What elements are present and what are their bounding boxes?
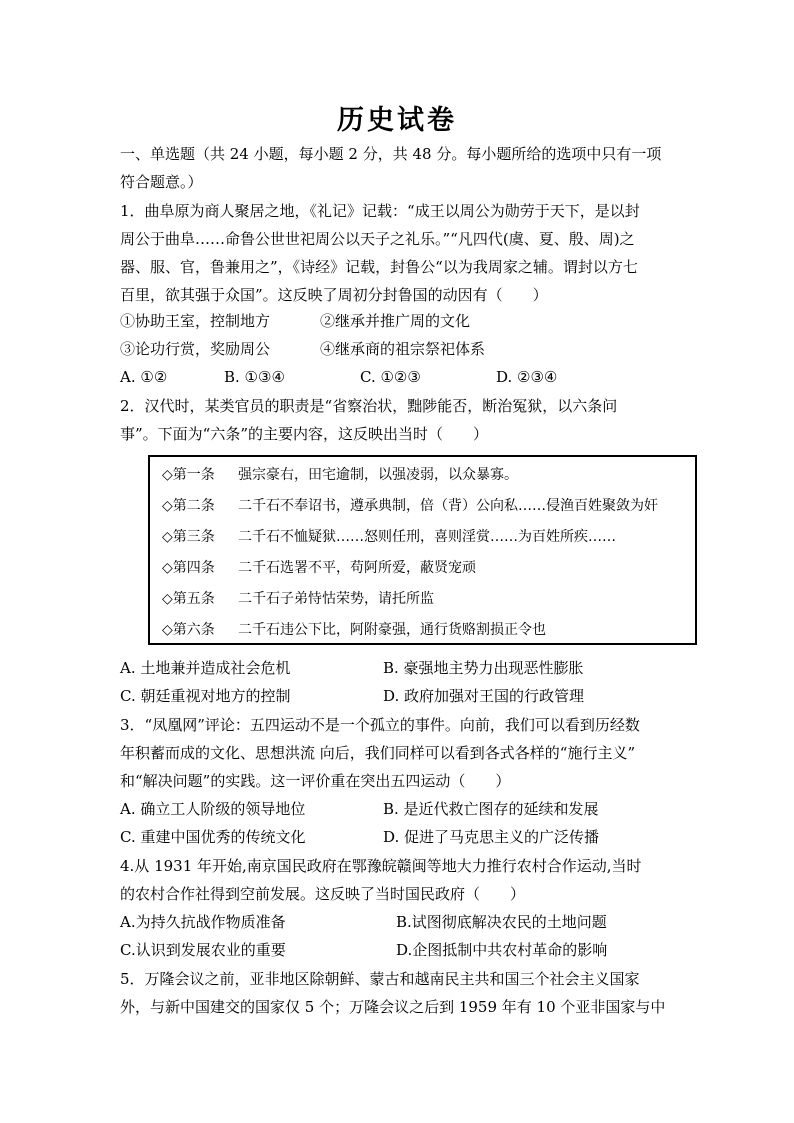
- article-number: ◇第一条: [162, 467, 215, 483]
- article-text: 二千石子弟恃怙荣势，请托所监: [238, 591, 434, 607]
- article-row: [162, 589, 434, 609]
- article-row: [162, 465, 518, 485]
- q5-text-line: 外，与新中国建交的国家仅 5 个；万隆会议之后到 1959 年有 10 个亚非国家与中: [120, 998, 666, 1016]
- article-text: 强宗豪右，田宅逾制，以强凌弱，以众暴寡。: [238, 467, 518, 483]
- q3-text-line: 年积蓄而成的文化、思想洪流 向后，我们同样可以看到各式各样的“施行主义”: [120, 744, 636, 762]
- article-text: 二千石不奉诏书，遵承典制，倍（背）公向私……侵渔百姓聚敛为奸: [238, 498, 658, 514]
- q3-option-a: A. 确立工人阶级的领导地位: [120, 800, 306, 818]
- q1-option-a: A. ①②: [120, 368, 168, 386]
- article-row: [162, 620, 546, 640]
- q4-text-line: 的农村合作社得到空前发展。这反映了当时国民政府（ ）: [120, 885, 526, 903]
- article-text: 二千石违公下比，阿附豪强，通行货赂割损正令也: [238, 622, 546, 638]
- article-number: ◇第三条: [162, 529, 215, 545]
- q1-option-c: C. ①②③: [360, 368, 421, 386]
- q3-option-d: D. 促进了马克思主义的广泛传播: [383, 828, 600, 846]
- q4-option-d: D.企图抵制中共农村革命的影响: [396, 941, 608, 959]
- article-number: ◇第二条: [162, 498, 215, 514]
- article-number: ◇第六条: [162, 622, 215, 638]
- q3-text-line: 和“解决问题”的实践。这一评价重在突出五四运动（ ）: [120, 772, 511, 790]
- section-heading-cont: 符合题意。）: [120, 173, 203, 191]
- q2-option-c: C. 朝廷重视对地方的控制: [120, 687, 291, 705]
- q3-option-c: C. 重建中国优秀的传统文化: [120, 828, 306, 846]
- q1-option-b: B. ①③④: [224, 368, 285, 386]
- q5-text-line: 5．万隆会议之前，亚非地区除朝鲜、蒙古和越南民主共和国三个社会主义国家: [120, 970, 640, 988]
- q2-option-d: D. 政府加强对王国的行政管理: [383, 687, 585, 705]
- q4-option-b: B.试图彻底解决农民的土地问题: [396, 913, 607, 931]
- six-articles-box: [148, 455, 697, 645]
- q1-text-line: 1．曲阜原为商人聚居之地，《礼记》记载：“成王以周公为勋劳于天下，是以封: [120, 202, 640, 220]
- q1-item: ②继承并推广周的文化: [320, 312, 471, 330]
- q2-option-b: B. 豪强地主势力出现恶性膨胀: [383, 659, 584, 677]
- article-number: ◇第五条: [162, 591, 215, 607]
- article-row: [162, 558, 476, 578]
- q1-item: ①协助王室，控制地方: [120, 312, 271, 330]
- section-heading: 一、单选题（共 24 小题，每小题 2 分，共 48 分。每小题所给的选项中只有一项: [120, 145, 662, 163]
- q2-text-line: 2．汉代时，某类官员的职责是“省察治状，黜陟能否，断治冤狱，以六条问: [120, 397, 618, 415]
- q1-text-line: 百里，欲其强于众国”。这反映了周初分封鲁国的动因有（ ）: [120, 286, 548, 304]
- article-text: 二千石不恤疑狱……怒则任刑，喜则淫赏……为百姓所疾……: [238, 529, 616, 545]
- q1-text-line: 器、服、官，鲁兼用之”，《诗经》记载，封鲁公“以为我周家之辅。谓封以方七: [120, 258, 638, 276]
- q1-item: ③论功行赏，奖励周公: [120, 340, 271, 358]
- page-title: 历史试卷: [337, 105, 457, 136]
- q3-text-line: 3．“凤凰网”评论：五四运动不是一个孤立的事件。向前，我们可以看到历经数: [120, 716, 640, 734]
- q2-option-a: A. 土地兼并造成社会危机: [120, 659, 291, 677]
- q1-text-line: 周公于曲阜……命鲁公世世祀周公以天子之礼乐。”“凡四代(虞、夏、殷、周)之: [120, 230, 635, 248]
- q4-option-a: A.为持久抗战作物质准备: [120, 913, 286, 931]
- q2-text-line: 事”。下面为“六条”的主要内容，这反映出当时（ ）: [120, 425, 489, 443]
- article-row: [162, 496, 658, 516]
- q4-option-c: C.认识到发展农业的重要: [120, 941, 286, 959]
- article-row: [162, 527, 616, 547]
- q1-option-d: D. ②③④: [496, 368, 558, 386]
- article-number: ◇第四条: [162, 560, 215, 576]
- q3-option-b: B. 是近代救亡图存的延续和发展: [383, 800, 599, 818]
- q1-item: ④继承商的祖宗祭祀体系: [320, 340, 486, 358]
- q4-text-line: 4.从 1931 年开始,南京国民政府在鄂豫皖赣闽等地大力推行农村合作运动,当时: [120, 857, 642, 875]
- article-text: 二千石选署不平，苟阿所爱，蔽贤宠顽: [238, 560, 476, 576]
